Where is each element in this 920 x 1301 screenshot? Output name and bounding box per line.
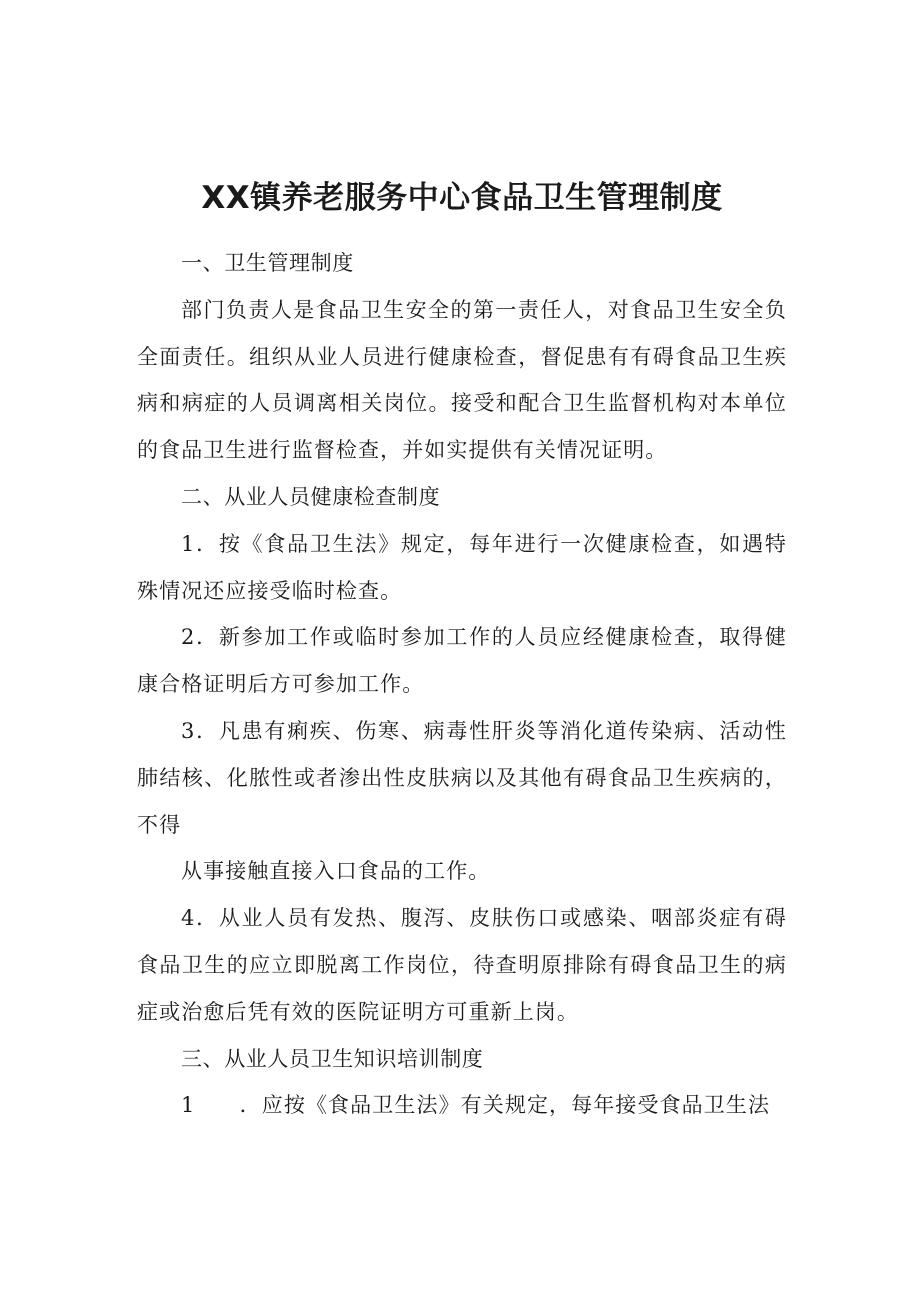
section-heading-hygiene-management: 一、卫生管理制度 [181,251,354,275]
document-title: XX镇养老服务中心食品卫生管理制度 [201,180,723,216]
list-item-health-check-3: 3．凡患有痢疾、伤寒、病毒性肝炎等消化道传染病、活动性肺结核、化脓性或者渗出性皮肤病以及其他有碍食品卫生疾病的，不得 [137,718,787,837]
paragraph-responsibility: 部门负责人是食品卫生安全的第一责任人，对食品卫生安全负全面责任。组织从业人员进行健康检查，督促患有有碍食品卫生疾病和病症的人员调离相关岗位。接受和配合卫生监督机构对本单位的食品卫生进行监督检查，并如实提供有关情况证明。 [137,297,787,463]
list-item-health-check-3-continued: 从事接触直接入口食品的工作。 [181,859,491,884]
section-heading-training: 三、从业人员卫生知识培训制度 [181,1046,484,1071]
section-heading-health-check: 二、从业人员健康检查制度 [181,484,441,509]
list-item-health-check-2: 2．新参加工作或临时参加工作的人员应经健康检查，取得健康合格证明后方可参加工作。 [137,625,787,697]
document-body [137,170,787,1129]
list-item-health-check-1: 1．按《食品卫生法》规定，每年进行一次健康检查，如遇特殊情况还应接受临时检查。 [137,531,787,603]
list-item-health-check-4: 4．从业人员有发热、腹泻、皮肤伤口或感染、咽部炎症有碍食品卫生的应立即脱离工作岗位，待查明原排除有碍食品卫生的病症或治愈后凭有效的医院证明方可重新上岗。 [137,906,787,1024]
list-item-training-1: 1 ．应按《食品卫生法》有关规定，每年接受食品卫生法 [181,1093,771,1118]
